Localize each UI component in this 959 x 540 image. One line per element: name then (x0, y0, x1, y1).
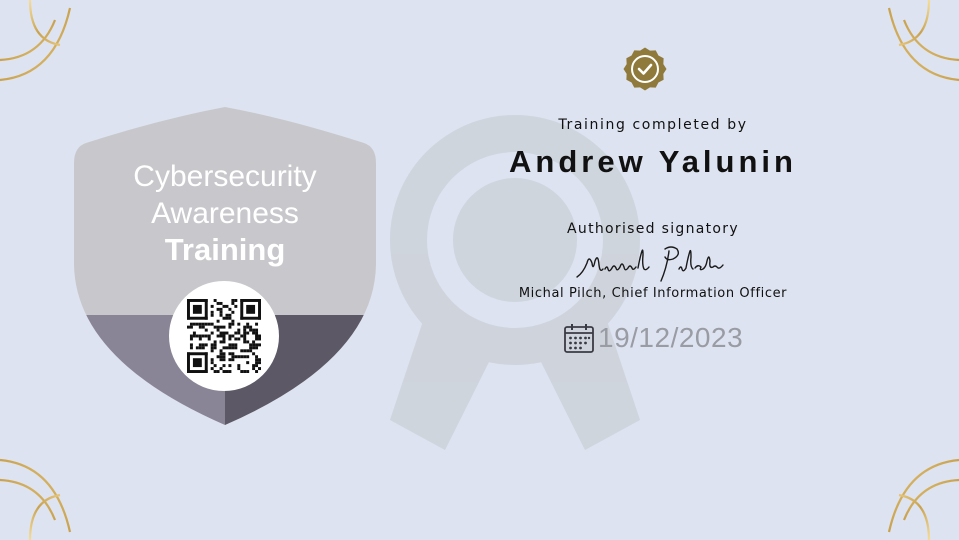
badge-title-line-1: Cybersecurity (133, 160, 317, 193)
qr-code-icon (187, 299, 261, 373)
qr-code[interactable] (169, 281, 279, 391)
gold-corner-ornament-icon (819, 400, 959, 540)
badge-title-line-2: Awareness (151, 197, 299, 230)
signatory-label: Authorised signatory (567, 221, 739, 237)
signature-image (573, 243, 743, 287)
completion-date-row (562, 320, 743, 356)
completion-date: 19/12/2023 (598, 322, 744, 353)
recipient-name: Andrew Yalunin (509, 144, 797, 179)
check-seal (623, 47, 667, 91)
signatory-name: Michal Pilch, Chief Information Officer (518, 286, 788, 301)
calendar-icon (562, 321, 596, 355)
training-badge (74, 105, 376, 427)
badge-title-line-3: Training (164, 232, 286, 267)
completed-by-label: Training completed by (558, 117, 748, 133)
corner-ornament-bottom-right (819, 400, 959, 540)
check-seal-icon (623, 47, 667, 91)
signature (573, 243, 743, 287)
